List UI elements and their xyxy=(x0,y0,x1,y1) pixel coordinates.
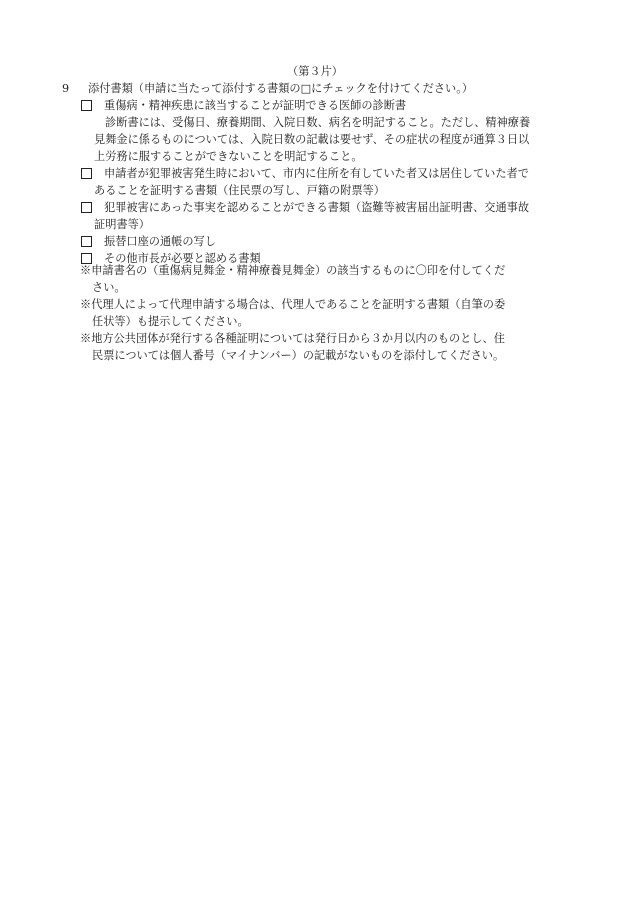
page-label: （第３片） xyxy=(287,65,343,78)
checklist-item-medical-certificate xyxy=(81,97,562,114)
note-line: ※代理人によって代理申請する場合は、代理人であることを証明する書類（自筆の委 xyxy=(80,298,506,311)
checklist-item-label: 申請者が犯罪被害発生時において、市内に住所を有していた者又は居住していた者で xyxy=(104,167,529,180)
checkbox[interactable] xyxy=(81,168,92,179)
note-item xyxy=(80,262,550,296)
note-item xyxy=(80,330,550,364)
checklist-item-bankbook-copy xyxy=(81,233,562,250)
checkbox[interactable] xyxy=(81,236,92,247)
checklist-item-label: 犯罪被害にあった事実を認めることができる書類（盗難等被害届出証明書、交通事故 xyxy=(104,201,530,214)
checkbox[interactable] xyxy=(81,100,92,111)
note-line: 民票については個人番号（マイナンバー）の記載がないものを添付してください。 xyxy=(92,349,505,362)
checklist-item-residency-proof xyxy=(81,165,562,182)
note-line: さい。 xyxy=(92,281,126,294)
medical-certificate-note xyxy=(81,114,562,165)
checklist-item-damage-proof xyxy=(81,199,562,216)
section-heading xyxy=(62,80,562,97)
notes-block xyxy=(80,262,550,364)
checklist-item-label: その他市長が必要と認める書類 xyxy=(104,252,261,265)
checklist-item-label: 振替口座の通帳の写し xyxy=(104,235,216,248)
note-line: 任状等）も提示してください。 xyxy=(92,315,249,328)
attachments-section xyxy=(62,80,562,267)
note-line: 診断書には、受傷日、療養期間、入院日数、病名を明記すること。ただし、精神療養 xyxy=(105,116,531,129)
checklist-item-continuation: あることを証明する書類（住民票の写し、戸籍の附票等） xyxy=(94,184,385,197)
checklist-item-continuation: 証明書等） xyxy=(94,218,150,231)
checklist-item-label: 重傷病・精神疾患に該当することが証明できる医師の診断書 xyxy=(104,99,407,112)
note-line: ※申請書名の（重傷病見舞金・精神療養見舞金）の該当するものに〇印を付してくだ xyxy=(80,264,506,277)
note-line: 上労務に服することができないことを明記すること。 xyxy=(94,150,363,163)
section-title: 添付書類（申請に当たって添付する書類の□にチェックを付けてください。） xyxy=(88,82,474,95)
checkbox[interactable] xyxy=(81,202,92,213)
note-line: 見舞金に係るものについては、入院日数の記載は要せず、その症状の程度が通算３日以 xyxy=(94,133,530,146)
section-number: 9 xyxy=(62,82,70,95)
note-line: ※地方公共団体が発行する各種証明については発行日から３か月以内のものとし、住 xyxy=(80,332,505,345)
note-item xyxy=(80,296,550,330)
attachment-checklist xyxy=(81,97,562,267)
